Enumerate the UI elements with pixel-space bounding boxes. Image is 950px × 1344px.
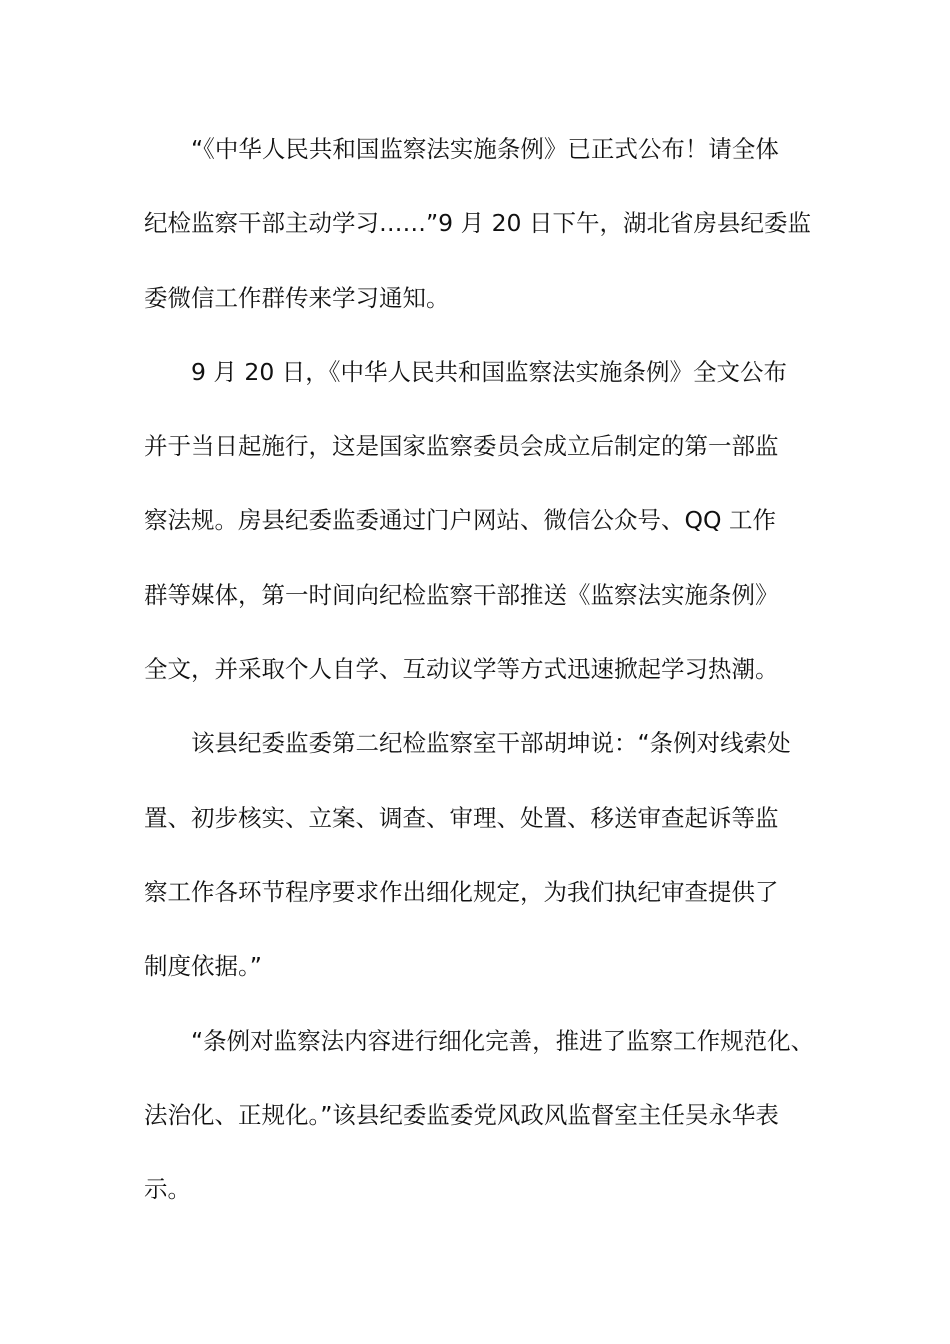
text-line: 制度依据。” bbox=[144, 952, 262, 981]
text-line: 示。 bbox=[144, 1175, 191, 1204]
text-line: 察工作各环节程序要求作出细化规定，为我们执纪审查提供了 bbox=[144, 877, 779, 906]
text-line: 察法规。房县纪委监委通过门户网站、微信公众号、QQ 工作 bbox=[144, 506, 776, 535]
paragraph bbox=[144, 706, 824, 1003]
text-line: 9 月 20 日，《中华人民共和国监察法实施条例》全文公布 bbox=[191, 357, 788, 386]
text-line: 委微信工作群传来学习通知。 bbox=[144, 283, 450, 312]
text-line: 该县纪委监委第二纪检监察室干部胡坤说：“条例对线索处 bbox=[191, 729, 791, 758]
text-line: 置、初步核实、立案、调查、审理、处置、移送审查起诉等监 bbox=[144, 803, 779, 832]
text-line: 纪检监察干部主动学习……”9 月 20 日下午，湖北省房县纪委监 bbox=[144, 209, 811, 238]
text-line: 群等媒体，第一时间向纪检监察干部推送《监察法实施条例》 bbox=[144, 580, 779, 609]
text-line: “《中华人民共和国监察法实施条例》已正式公布！请全体 bbox=[191, 135, 779, 163]
paragraph bbox=[144, 335, 824, 706]
paragraph bbox=[144, 1004, 824, 1227]
text-line: 并于当日起施行，这是国家监察委员会成立后制定的第一部监 bbox=[144, 432, 779, 461]
text-line: “条例对监察法内容进行细化完善，推进了监察工作规范化、 bbox=[191, 1026, 815, 1055]
paragraph bbox=[144, 112, 824, 335]
text-line: 全文，并采取个人自学、互动议学等方式迅速掀起学习热潮。 bbox=[144, 655, 779, 684]
article-body bbox=[144, 112, 824, 1226]
text-line: 法治化、正规化。”该县纪委监委党风政风监督室主任吴永华表 bbox=[144, 1100, 779, 1129]
